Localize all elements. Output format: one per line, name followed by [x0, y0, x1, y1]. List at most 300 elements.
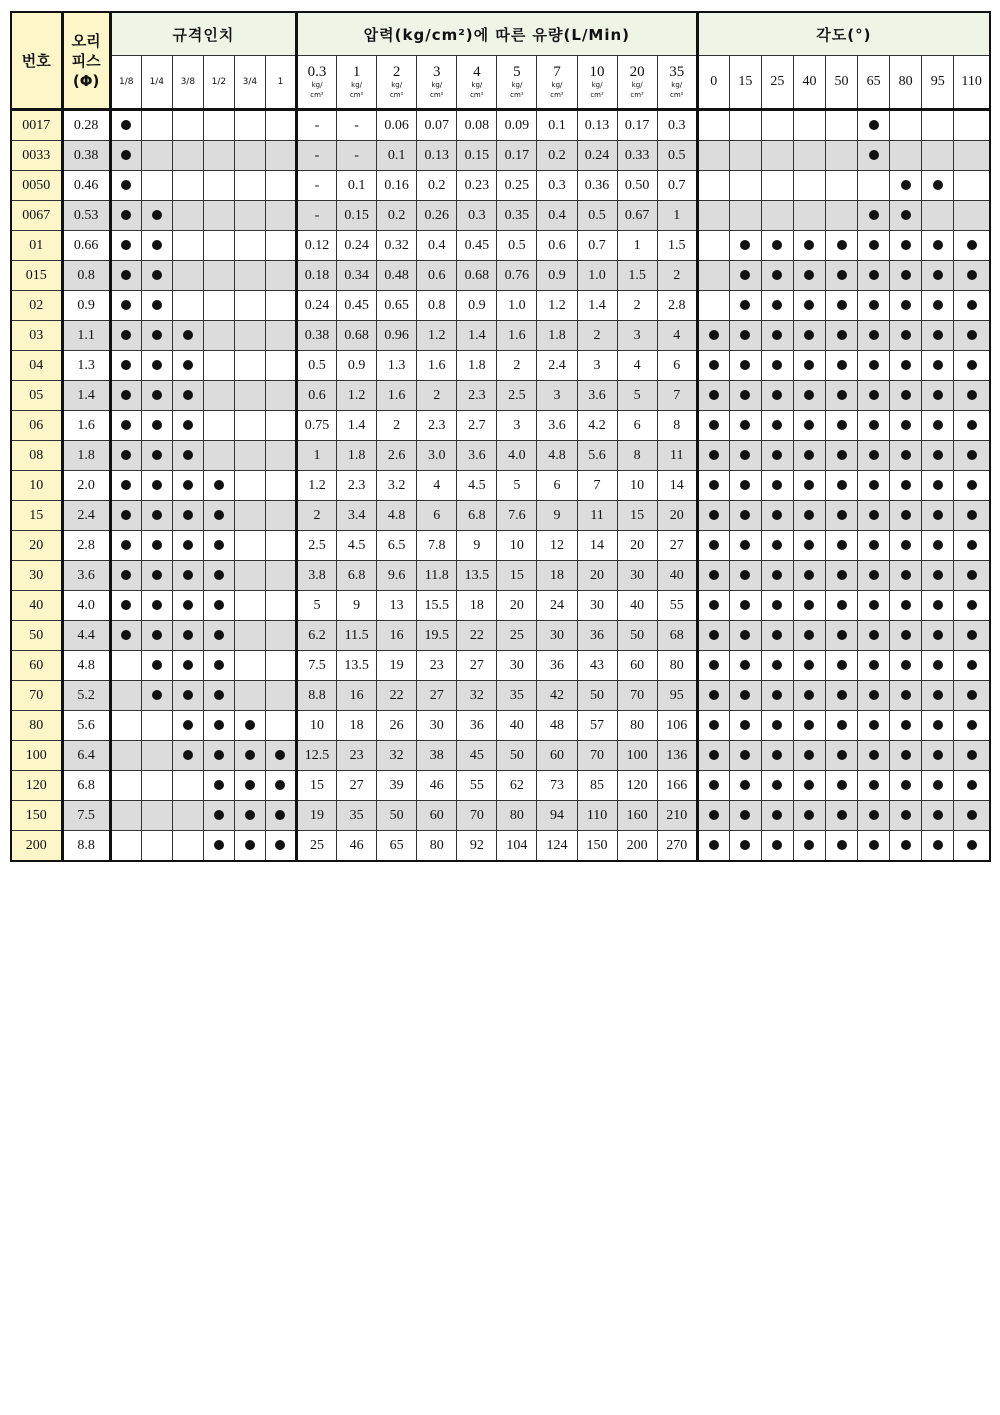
availability-dot-icon — [837, 660, 847, 670]
availability-dot-icon — [804, 330, 814, 340]
pressure-value: 2 — [392, 63, 401, 80]
availability-dot-icon — [740, 240, 750, 250]
angle-cell — [826, 231, 858, 261]
availability-dot-icon — [740, 840, 750, 850]
angle-cell — [697, 141, 729, 171]
angle-cell — [729, 441, 761, 471]
flow-rate-cell: 80 — [417, 831, 457, 862]
availability-dot-icon — [740, 300, 750, 310]
inch-size-cell — [141, 651, 172, 681]
flow-rate-cell: 26 — [377, 711, 417, 741]
flow-rate-cell: 94 — [537, 801, 577, 831]
inch-size-cell — [234, 621, 265, 651]
pressure-unit: kg/ — [311, 80, 323, 89]
angle-cell — [793, 681, 825, 711]
inch-size-header: 1/4 — [141, 56, 172, 110]
angle-cell — [826, 621, 858, 651]
angle-cell — [922, 321, 954, 351]
availability-dot-icon — [869, 630, 879, 640]
angle-cell — [954, 411, 990, 441]
availability-dot-icon — [772, 600, 782, 610]
angle-cell — [729, 381, 761, 411]
availability-dot-icon — [772, 420, 782, 430]
angle-cell — [890, 441, 922, 471]
flow-rate-cell: 0.3 — [457, 201, 497, 231]
angle-cell — [858, 201, 890, 231]
availability-dot-icon — [967, 570, 977, 580]
availability-dot-icon — [245, 780, 255, 790]
flow-rate-cell: 60 — [617, 651, 657, 681]
flow-rate-cell: - — [296, 171, 336, 201]
angle-cell — [793, 651, 825, 681]
flow-rate-cell: 0.65 — [377, 291, 417, 321]
availability-dot-icon — [183, 720, 193, 730]
availability-dot-icon — [933, 420, 943, 430]
flow-rate-cell: 40 — [617, 591, 657, 621]
availability-dot-icon — [709, 780, 719, 790]
table-row — [11, 351, 990, 381]
row-number: 30 — [11, 561, 62, 591]
flow-rate-cell: 15.5 — [417, 591, 457, 621]
flow-rate-cell: 0.4 — [417, 231, 457, 261]
row-number: 120 — [11, 771, 62, 801]
angle-cell — [793, 801, 825, 831]
flow-rate-cell: 3 — [497, 411, 537, 441]
inch-size-cell — [234, 531, 265, 561]
availability-dot-icon — [152, 330, 162, 340]
inch-size-cell — [141, 621, 172, 651]
flow-rate-cell: 1.0 — [497, 291, 537, 321]
flow-rate-cell: 7.8 — [417, 531, 457, 561]
availability-dot-icon — [740, 360, 750, 370]
inch-size-cell — [172, 321, 203, 351]
availability-dot-icon — [837, 780, 847, 790]
availability-dot-icon — [121, 180, 131, 190]
flow-rate-cell: 10 — [497, 531, 537, 561]
inch-size-cell — [110, 771, 141, 801]
angle-header: 40 — [793, 56, 825, 110]
availability-dot-icon — [869, 780, 879, 790]
flow-rate-cell: 22 — [457, 621, 497, 651]
table-row — [11, 501, 990, 531]
availability-dot-icon — [709, 420, 719, 430]
angle-cell — [793, 471, 825, 501]
inch-size-cell — [203, 171, 234, 201]
flow-rate-cell: 0.38 — [296, 321, 336, 351]
angle-cell — [922, 591, 954, 621]
flow-rate-cell: 1.5 — [657, 231, 697, 261]
angle-cell — [954, 501, 990, 531]
availability-dot-icon — [837, 810, 847, 820]
flow-rate-cell: 10 — [617, 471, 657, 501]
inch-size-cell — [110, 441, 141, 471]
flow-rate-cell: 2 — [657, 261, 697, 291]
flow-rate-cell: 0.3 — [537, 171, 577, 201]
availability-dot-icon — [869, 360, 879, 370]
angle-cell — [890, 591, 922, 621]
availability-dot-icon — [837, 750, 847, 760]
flow-rate-cell: 20 — [657, 501, 697, 531]
flow-rate-cell: 1.8 — [537, 321, 577, 351]
flow-rate-cell: 62 — [497, 771, 537, 801]
flow-rate-cell: 16 — [377, 621, 417, 651]
flow-rate-cell: 4.8 — [537, 441, 577, 471]
availability-dot-icon — [869, 660, 879, 670]
flow-rate-cell: 0.33 — [617, 141, 657, 171]
inch-size-cell — [110, 321, 141, 351]
flow-rate-cell: 12.5 — [296, 741, 336, 771]
flow-rate-cell: 2 — [497, 351, 537, 381]
inch-size-cell — [265, 351, 296, 381]
inch-size-cell — [141, 681, 172, 711]
pressure-value: 7 — [553, 63, 561, 80]
flow-rate-cell: 1.6 — [377, 381, 417, 411]
inch-size-cell — [172, 711, 203, 741]
table-row — [11, 411, 990, 441]
availability-dot-icon — [121, 480, 131, 490]
angle-cell — [793, 231, 825, 261]
inch-size-cell — [265, 681, 296, 711]
flow-rate-cell: 3.6 — [457, 441, 497, 471]
angle-header: 50 — [826, 56, 858, 110]
flow-rate-cell: 92 — [457, 831, 497, 862]
availability-dot-icon — [183, 540, 193, 550]
flow-rate-cell: 80 — [657, 651, 697, 681]
angle-cell — [890, 141, 922, 171]
flow-rate-cell: 0.96 — [377, 321, 417, 351]
inch-size-cell — [203, 501, 234, 531]
flow-rate-cell: - — [337, 141, 377, 171]
inch-size-cell — [172, 741, 203, 771]
inch-size-cell — [110, 171, 141, 201]
availability-dot-icon — [214, 690, 224, 700]
angle-cell — [697, 561, 729, 591]
table-row — [11, 801, 990, 831]
availability-dot-icon — [183, 450, 193, 460]
angle-cell — [826, 741, 858, 771]
availability-dot-icon — [837, 720, 847, 730]
angle-header: 65 — [858, 56, 890, 110]
availability-dot-icon — [967, 330, 977, 340]
flow-rate-cell: 0.25 — [497, 171, 537, 201]
angle-cell — [922, 351, 954, 381]
availability-dot-icon — [967, 420, 977, 430]
flow-rate-cell: 2.7 — [457, 411, 497, 441]
angle-cell — [761, 801, 793, 831]
angle-cell — [890, 741, 922, 771]
flow-rate-cell: 4 — [657, 321, 697, 351]
availability-dot-icon — [837, 420, 847, 430]
flow-rate-cell: 38 — [417, 741, 457, 771]
angle-cell — [890, 831, 922, 862]
availability-dot-icon — [804, 780, 814, 790]
flow-rate-cell: 20 — [617, 531, 657, 561]
angle-cell — [729, 741, 761, 771]
inch-size-cell — [234, 351, 265, 381]
angle-cell — [729, 561, 761, 591]
angle-cell — [826, 561, 858, 591]
angle-cell — [922, 471, 954, 501]
availability-dot-icon — [152, 690, 162, 700]
flow-rate-cell: 0.24 — [296, 291, 336, 321]
flow-rate-cell: 48 — [537, 711, 577, 741]
availability-dot-icon — [275, 840, 285, 850]
flow-rate-cell: 6 — [617, 411, 657, 441]
angle-header: 80 — [890, 56, 922, 110]
flow-rate-cell: 30 — [417, 711, 457, 741]
angle-cell — [761, 651, 793, 681]
availability-dot-icon — [804, 600, 814, 610]
flow-rate-cell: 2.5 — [497, 381, 537, 411]
orifice-value: 3.6 — [62, 561, 110, 591]
angle-cell — [729, 261, 761, 291]
inch-size-cell — [110, 231, 141, 261]
angle-cell — [922, 651, 954, 681]
angle-cell — [761, 231, 793, 261]
availability-dot-icon — [121, 330, 131, 340]
row-number: 200 — [11, 831, 62, 862]
angle-cell — [890, 201, 922, 231]
availability-dot-icon — [121, 240, 131, 250]
angle-cell — [954, 591, 990, 621]
flow-rate-cell: 0.8 — [417, 291, 457, 321]
angle-cell — [729, 651, 761, 681]
flow-rate-cell: 3 — [617, 321, 657, 351]
angle-cell — [793, 351, 825, 381]
flow-rate-cell: 0.75 — [296, 411, 336, 441]
inch-size-cell — [234, 231, 265, 261]
flow-rate-cell: 3.0 — [417, 441, 457, 471]
angle-cell — [922, 141, 954, 171]
availability-dot-icon — [152, 510, 162, 520]
availability-dot-icon — [121, 540, 131, 550]
angle-cell — [954, 711, 990, 741]
angle-cell — [729, 110, 761, 141]
inch-size-cell — [234, 801, 265, 831]
inch-size-cell — [265, 801, 296, 831]
angle-cell — [793, 261, 825, 291]
angle-cell — [954, 621, 990, 651]
pressure-header — [296, 56, 336, 110]
inch-size-cell — [234, 321, 265, 351]
angle-cell — [729, 291, 761, 321]
flow-rate-cell: 2 — [296, 501, 336, 531]
inch-size-cell — [203, 231, 234, 261]
angle-cell — [761, 771, 793, 801]
angle-cell — [761, 321, 793, 351]
angle-cell — [922, 381, 954, 411]
flow-rate-cell: 0.07 — [417, 110, 457, 141]
flow-rate-cell: 73 — [537, 771, 577, 801]
flow-rate-cell: 1.4 — [457, 321, 497, 351]
inch-size-cell — [265, 110, 296, 141]
flow-rate-cell: 85 — [577, 771, 617, 801]
inch-size-cell — [141, 771, 172, 801]
angle-cell — [697, 171, 729, 201]
flow-rate-cell: 19.5 — [417, 621, 457, 651]
orifice-value: 0.46 — [62, 171, 110, 201]
inch-size-cell — [203, 381, 234, 411]
pressure-header — [617, 56, 657, 110]
flow-rate-cell: 15 — [296, 771, 336, 801]
flow-rate-cell: 0.1 — [337, 171, 377, 201]
pressure-unit: kg/ — [671, 80, 683, 89]
flow-rate-cell: 19 — [377, 651, 417, 681]
angle-cell — [697, 471, 729, 501]
angle-cell — [890, 711, 922, 741]
availability-dot-icon — [709, 840, 719, 850]
availability-dot-icon — [933, 390, 943, 400]
angle-cell — [954, 171, 990, 201]
angle-cell — [761, 561, 793, 591]
flow-rate-cell: 0.67 — [617, 201, 657, 231]
angle-cell — [858, 171, 890, 201]
availability-dot-icon — [837, 540, 847, 550]
pressure-header — [497, 56, 537, 110]
inch-size-cell — [265, 411, 296, 441]
flow-rate-cell: 0.45 — [457, 231, 497, 261]
flow-rate-cell: 13 — [377, 591, 417, 621]
inch-size-cell — [234, 291, 265, 321]
availability-dot-icon — [740, 660, 750, 670]
inch-size-cell — [110, 141, 141, 171]
inch-size-cell — [203, 141, 234, 171]
availability-dot-icon — [709, 390, 719, 400]
angle-cell — [826, 531, 858, 561]
availability-dot-icon — [152, 660, 162, 670]
angle-cell — [793, 441, 825, 471]
availability-dot-icon — [837, 240, 847, 250]
angle-cell — [761, 441, 793, 471]
inch-size-cell — [265, 711, 296, 741]
angle-cell — [890, 471, 922, 501]
angle-cell — [793, 621, 825, 651]
flow-rate-cell: 2.3 — [417, 411, 457, 441]
availability-dot-icon — [933, 570, 943, 580]
flow-rate-cell: 18 — [537, 561, 577, 591]
angle-cell — [729, 621, 761, 651]
table-row — [11, 561, 990, 591]
inch-size-cell — [234, 261, 265, 291]
angle-cell — [697, 591, 729, 621]
angle-cell — [858, 621, 890, 651]
flow-rate-cell: 1.4 — [577, 291, 617, 321]
angle-cell — [858, 801, 890, 831]
angle-cell — [697, 741, 729, 771]
angle-cell — [697, 831, 729, 862]
flow-rate-cell: 65 — [377, 831, 417, 862]
availability-dot-icon — [869, 450, 879, 460]
inch-size-cell — [265, 621, 296, 651]
flow-rate-cell: 0.6 — [296, 381, 336, 411]
availability-dot-icon — [804, 630, 814, 640]
angle-cell — [697, 531, 729, 561]
flow-rate-cell: 4.0 — [497, 441, 537, 471]
orifice-value: 8.8 — [62, 831, 110, 862]
inch-size-cell — [203, 291, 234, 321]
inch-size-cell — [265, 201, 296, 231]
availability-dot-icon — [740, 390, 750, 400]
inch-size-cell — [203, 110, 234, 141]
availability-dot-icon — [740, 810, 750, 820]
angle-cell — [890, 561, 922, 591]
availability-dot-icon — [901, 510, 911, 520]
inch-size-cell — [172, 261, 203, 291]
flow-rate-cell: 4.2 — [577, 411, 617, 441]
availability-dot-icon — [772, 330, 782, 340]
pressure-unit: kg/ — [351, 80, 363, 89]
availability-dot-icon — [275, 810, 285, 820]
inch-size-cell — [265, 531, 296, 561]
angle-cell — [954, 531, 990, 561]
row-number: 03 — [11, 321, 62, 351]
inch-size-cell — [141, 501, 172, 531]
inch-size-cell — [203, 621, 234, 651]
availability-dot-icon — [967, 240, 977, 250]
inch-size-cell — [203, 351, 234, 381]
flow-rate-cell: 14 — [657, 471, 697, 501]
availability-dot-icon — [214, 780, 224, 790]
angle-cell — [954, 321, 990, 351]
angle-cell — [922, 501, 954, 531]
availability-dot-icon — [869, 120, 879, 130]
flow-rate-cell: 13.5 — [337, 651, 377, 681]
availability-dot-icon — [772, 510, 782, 520]
inch-size-cell — [172, 651, 203, 681]
availability-dot-icon — [837, 510, 847, 520]
orifice-value: 0.28 — [62, 110, 110, 141]
flow-rate-cell: 166 — [657, 771, 697, 801]
availability-dot-icon — [121, 570, 131, 580]
angle-cell — [858, 291, 890, 321]
angle-cell — [826, 441, 858, 471]
availability-dot-icon — [869, 690, 879, 700]
availability-dot-icon — [933, 270, 943, 280]
pressure-header — [657, 56, 697, 110]
availability-dot-icon — [183, 630, 193, 640]
flow-rate-cell: 15 — [617, 501, 657, 531]
flow-rate-cell: 0.2 — [417, 171, 457, 201]
orifice-value: 1.8 — [62, 441, 110, 471]
inch-size-cell — [110, 531, 141, 561]
pressure-value: 10 — [589, 63, 605, 80]
angle-cell — [729, 171, 761, 201]
flow-rate-cell: 4 — [417, 471, 457, 501]
availability-dot-icon — [183, 510, 193, 520]
flow-rate-cell: 0.5 — [657, 141, 697, 171]
availability-dot-icon — [709, 510, 719, 520]
angle-cell — [890, 651, 922, 681]
angle-header: 25 — [761, 56, 793, 110]
orifice-value: 0.8 — [62, 261, 110, 291]
availability-dot-icon — [709, 480, 719, 490]
inch-size-cell — [141, 471, 172, 501]
availability-dot-icon — [772, 450, 782, 460]
availability-dot-icon — [245, 810, 255, 820]
angle-cell — [922, 831, 954, 862]
availability-dot-icon — [869, 480, 879, 490]
angle-header: 95 — [922, 56, 954, 110]
row-number: 01 — [11, 231, 62, 261]
availability-dot-icon — [869, 390, 879, 400]
row-number: 0017 — [11, 110, 62, 141]
availability-dot-icon — [804, 270, 814, 280]
availability-dot-icon — [121, 210, 131, 220]
angle-cell — [826, 771, 858, 801]
angle-cell — [954, 441, 990, 471]
availability-dot-icon — [837, 270, 847, 280]
availability-dot-icon — [740, 690, 750, 700]
